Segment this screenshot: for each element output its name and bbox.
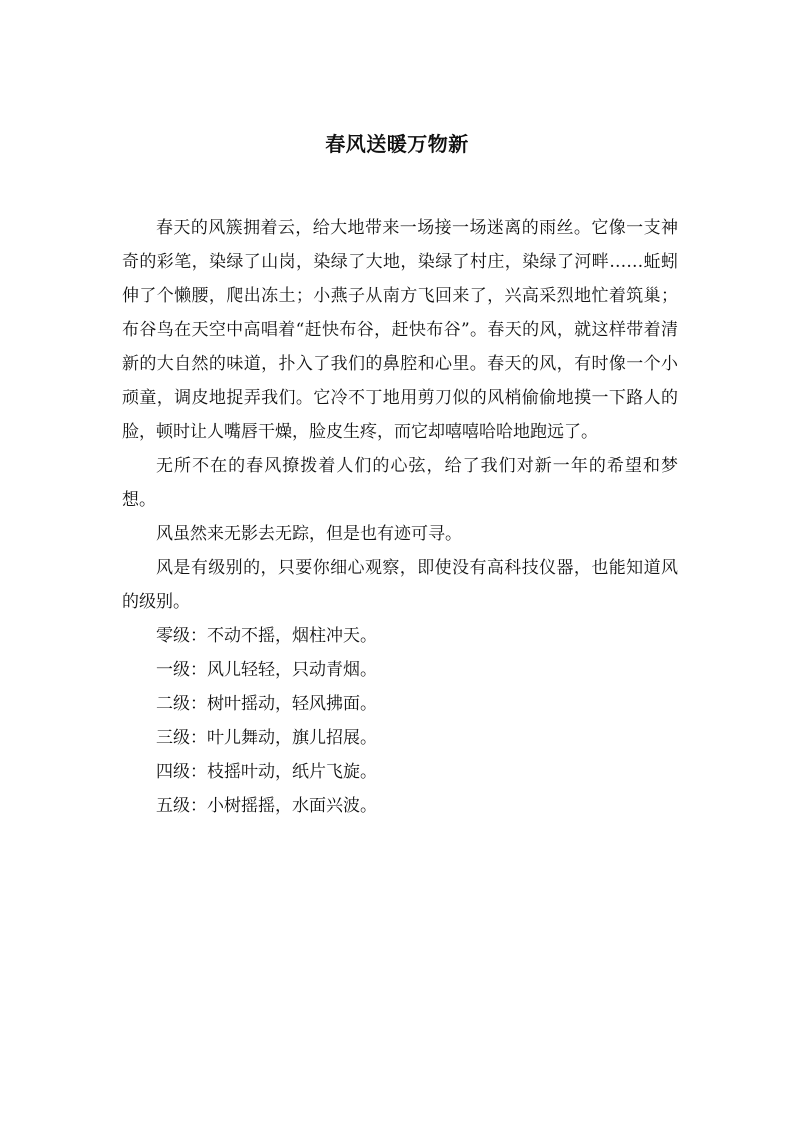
document-body — [122, 211, 678, 823]
paragraph-wind-levels-intro: 风是有级别的，只要你细心观察，即使没有高科技仪器，也能知道风的级别。 — [122, 558, 678, 612]
paragraph-traces: 风虽然来无影去无踪，但是也有迹可寻。 — [156, 524, 462, 544]
document-title: 春风送暖万物新 — [325, 132, 469, 156]
paragraph-hope: 无所不在的春风撩拨着人们的心弦，给了我们对新一年的希望和梦想。 — [122, 456, 678, 510]
wind-level-4: 四级：枝摇叶动，纸片飞旋。 — [156, 762, 377, 782]
wind-level-5: 五级：小树摇摇，水面兴波。 — [156, 796, 377, 816]
wind-level-0: 零级：不动不摇，烟柱冲天。 — [156, 626, 377, 646]
wind-level-1: 一级：风儿轻轻，只动青烟。 — [156, 660, 377, 680]
wind-level-3: 三级：叶儿舞动，旗儿招展。 — [156, 728, 377, 748]
paragraph-spring-wind: 春天的风簇拥着云，给大地带来一场接一场迷离的雨丝。它像一支神奇的彩笔，染绿了山岗，染绿了大地，染绿了村庄，染绿了河畔……蚯蚓伸了个懒腰，爬出冻土；小燕子从南方飞回来了，兴高采烈地忙着筑巢；布谷鸟在天空中高唱着“赶快布谷，赶快布谷”。春天的风，就这样带着清新的大自然的味道，扑入了我们的鼻腔和心里。春天的风，有时像一个小顽童，调皮地捉弄我们。它冷不丁地用剪刀似的风梢偷偷地摸一下路人的脸，顿时让人嘴唇干燥，脸皮生疼，而它却嘻嘻哈哈地跑远了。 — [122, 218, 678, 442]
wind-level-2: 二级：树叶摇动，轻风拂面。 — [156, 694, 377, 714]
